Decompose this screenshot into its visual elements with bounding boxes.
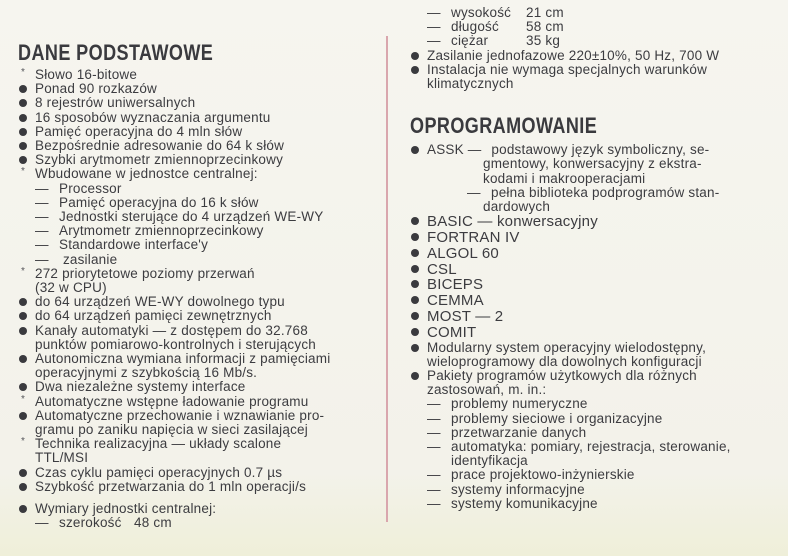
- bullet-icon: [411, 233, 419, 241]
- list-item: [18, 324, 384, 338]
- languages-list: [410, 214, 780, 340]
- bullet-icon: [19, 142, 27, 150]
- bullet-icon: [19, 298, 27, 306]
- dash-icon: —: [427, 33, 441, 49]
- dimension-label: ciężar: [451, 33, 489, 49]
- bullet-icon: [19, 99, 27, 107]
- list-item: [18, 352, 384, 366]
- dimension-value: 48 cm: [134, 515, 172, 531]
- list-subitem: [18, 238, 384, 252]
- list-subitem: [410, 6, 780, 20]
- language-name: CEMMA: [427, 292, 484, 310]
- dash-icon: —: [35, 515, 49, 531]
- bullet-icon: [411, 66, 419, 74]
- list-subitem: [410, 483, 780, 497]
- bullet-icon: [19, 355, 27, 363]
- assk-line: podstawowy język symboliczny, se-: [491, 142, 710, 158]
- list-item-continuation: [18, 451, 384, 465]
- item-text: Technika realizacyjna — układy scalone: [35, 436, 282, 452]
- dash-icon: —: [427, 424, 441, 440]
- bullet-icon: [19, 412, 27, 420]
- list-item: [410, 325, 780, 341]
- list-item-continuation: [18, 338, 384, 352]
- dash-icon: —: [35, 251, 49, 267]
- language-name: FORTRAN IV: [427, 229, 520, 247]
- item-text: systemy komunikacyjne: [451, 495, 598, 511]
- dash-icon: —: [35, 209, 49, 225]
- bullet-icon: [411, 280, 419, 288]
- language-name: ALGOL 60: [427, 244, 499, 262]
- right-column: [410, 6, 780, 511]
- item-text: Dwa niezależne systemy interface: [35, 379, 246, 395]
- list-item: [18, 153, 384, 167]
- list-subitem: [18, 253, 384, 267]
- list-subitem: [410, 497, 780, 511]
- item-text: Pamięć operacyjna do 4 mln słów: [35, 123, 243, 139]
- item-text: zastosowań, m. in.:: [427, 382, 547, 398]
- bullet-icon: [411, 52, 419, 60]
- bullet-icon: [19, 469, 27, 477]
- item-text: Szybki arytmometr zmiennoprzecinkowy: [35, 152, 284, 168]
- dash-icon: —: [427, 439, 441, 455]
- item-text: Autonomiczna wymiana informacji z pamięciami: [35, 351, 331, 367]
- list-item: [410, 293, 780, 309]
- bullet-icon: [411, 296, 419, 304]
- section-heading-oprogramowanie: OPROGRAMOWANIE: [410, 113, 598, 139]
- left-column: [18, 40, 384, 531]
- item-text: Pamięć operacyjna do 16 k słów: [59, 194, 259, 210]
- list-item-continuation: gmentowy, konwersacyjny z ekstra-: [483, 156, 702, 172]
- section-heading-dane-podstawowe: DANE PODSTAWOWE: [18, 40, 214, 65]
- list-item: [18, 111, 384, 125]
- list-item: [18, 167, 384, 181]
- list-item-continuation: [410, 454, 780, 468]
- item-text: 272 priorytetowe poziomy przerwań: [35, 265, 255, 281]
- item-text: Zasilanie jednofazowe 220±10%, 50 Hz, 700 W: [427, 47, 720, 63]
- list-subitem: [410, 468, 780, 482]
- list-item: [18, 139, 384, 153]
- item-text: Processor: [59, 180, 122, 196]
- list-item: [18, 267, 384, 281]
- item-text: gramu po zaniku napięcia w sieci zasilającej: [35, 422, 308, 438]
- bullet-icon: [19, 114, 27, 122]
- dash-icon: —: [427, 467, 441, 483]
- item-text: automatyka: pomiary, rejestracja, sterowanie,: [451, 439, 731, 455]
- bullet-icon: [19, 85, 27, 93]
- list-item: [410, 262, 780, 278]
- language-name: COMIT: [427, 323, 477, 341]
- dash-icon: —: [427, 495, 441, 511]
- list-subitem: [410, 412, 780, 426]
- dimensions-list: [410, 6, 780, 49]
- dimension-value: 35 kg: [526, 33, 561, 49]
- language-name: BICEPS: [427, 276, 484, 294]
- item-text: operacyjnymi z szybkością 16 Mb/s.: [35, 365, 258, 381]
- item-text: Szybkość przetwarzania do 1 mln operacji/s: [35, 478, 307, 494]
- bullet-icon: [19, 383, 27, 391]
- dash-icon: —: [427, 19, 441, 35]
- list-subitem: [18, 516, 384, 530]
- list-item-continuation: [410, 77, 780, 91]
- item-text: Ponad 90 rozkazów: [35, 81, 157, 97]
- list-item: [410, 143, 780, 157]
- dash-icon: —: [427, 410, 441, 426]
- list-subitem: [410, 34, 780, 48]
- item-text: 8 rejestrów uniwersalnych: [35, 95, 196, 111]
- asterisk-icon: *: [21, 67, 26, 78]
- item-text: Automatyczne przechowanie i wznawianie pro-: [35, 407, 325, 423]
- bullet-icon: [19, 128, 27, 136]
- item-text: do 64 urządzeń WE-WY dowolnego typu: [35, 294, 285, 310]
- list-item-continuation: [410, 355, 780, 369]
- dimension-value: 21 cm: [526, 5, 564, 20]
- list-item: [18, 82, 384, 96]
- list-item: [18, 380, 384, 394]
- list-item-continuation: [410, 383, 780, 397]
- bullet-icon: [19, 327, 27, 335]
- dimension-value: 58 cm: [526, 19, 564, 35]
- list-item: [18, 68, 384, 82]
- list-item: [18, 96, 384, 110]
- list-item: [410, 246, 780, 262]
- bullet-icon: [411, 217, 419, 225]
- item-text: problemy sieciowe i organizacyjne: [451, 410, 663, 426]
- bullet-icon: [411, 344, 419, 352]
- item-text: (32 w CPU): [35, 280, 107, 296]
- item-text: wieloprogramowy dla dowolnych konfiguracji: [427, 353, 702, 369]
- item-text: Automatyczne wstępne ładowanie programu: [35, 393, 309, 409]
- list-subitem: [18, 210, 384, 224]
- item-text: Instalacja nie wymaga specjalnych warunków: [427, 61, 708, 77]
- item-text: klimatycznych: [427, 76, 514, 92]
- basic-data-list: [18, 68, 384, 531]
- dash-icon: —: [35, 180, 49, 196]
- list-item: [18, 502, 384, 516]
- bullet-icon: [411, 328, 419, 336]
- asterisk-icon: *: [21, 166, 26, 178]
- item-text: Kanały automatyki — z dostępem do 32.768: [35, 322, 308, 338]
- dash-icon: —: [35, 237, 49, 253]
- list-item: [18, 480, 384, 494]
- asterisk-icon: *: [21, 393, 26, 405]
- item-text: Wbudowane w jednostce centralnej:: [35, 166, 258, 182]
- subitem-text: pełna biblioteka podprogramów stan-: [491, 184, 720, 200]
- list-subitem: [410, 440, 780, 454]
- dash-icon: —: [427, 5, 441, 20]
- language-name: MOST — 2: [427, 308, 504, 326]
- item-text: Bezpośrednie adresowanie do 64 k słów: [35, 138, 285, 154]
- list-subitem: [410, 426, 780, 440]
- item-text: Jednostki sterujące do 4 urządzeń WE-WY: [59, 209, 324, 225]
- list-item: [410, 369, 780, 383]
- item-text: punktów pomiarowo-kontrolnych i sterujących: [35, 336, 316, 352]
- item-text: Wymiary jednostki centralnej:: [35, 501, 217, 517]
- dash-icon: —: [35, 223, 49, 239]
- list-item-continuation: [18, 281, 384, 295]
- list-item: [410, 309, 780, 325]
- item-text: Standardowe interface'y: [59, 237, 209, 253]
- bullet-icon: [19, 505, 27, 513]
- item-text: Arytmometr zmiennoprzecinkowy: [59, 223, 264, 239]
- dash-icon: —: [467, 184, 481, 200]
- list-subitem: [410, 397, 780, 411]
- language-name: BASIC — konwersacyjny: [427, 213, 598, 231]
- list-item: [410, 277, 780, 293]
- list-item: [410, 341, 780, 355]
- list-item-continuation: dardowych: [483, 199, 551, 215]
- list-item: [18, 125, 384, 139]
- software-list: [410, 341, 780, 511]
- dimension-label: długość: [451, 19, 499, 35]
- column-divider: [386, 36, 388, 522]
- item-text: Modularny system operacyjny wielodostępny,: [427, 339, 707, 355]
- dash-icon: —: [35, 194, 49, 210]
- item-text: do 64 urządzeń pamięci zewnętrznych: [35, 308, 272, 324]
- bullet-icon: [19, 483, 27, 491]
- dash-icon: —: [427, 396, 441, 412]
- item-text: identyfikacja: [451, 453, 528, 469]
- bullet-icon: [411, 312, 419, 320]
- asterisk-icon: *: [21, 436, 26, 448]
- list-item: [410, 214, 780, 230]
- bullet-icon: [411, 249, 419, 257]
- list-item: [410, 49, 780, 63]
- item-text: TTL/MSI: [35, 450, 89, 466]
- list-item: [18, 466, 384, 480]
- dash-icon: —: [427, 481, 441, 497]
- item-text: systemy informacyjne: [451, 481, 585, 497]
- list-item: [18, 409, 384, 423]
- asterisk-icon: *: [21, 265, 26, 277]
- item-text: prace projektowo-inżynierskie: [451, 467, 635, 483]
- assk-item: [410, 143, 780, 214]
- list-subitem: [18, 196, 384, 210]
- list-item: [410, 63, 780, 77]
- list-subitem: [18, 224, 384, 238]
- dimension-label: wysokość: [451, 5, 512, 20]
- power-install-list: [410, 49, 780, 92]
- item-text: Pakiety programów użytkowych dla różnych: [427, 368, 697, 384]
- item-text: Czas cyklu pamięci operacyjnych 0.7 µs: [35, 464, 283, 480]
- bullet-icon: [19, 312, 27, 320]
- list-item: [18, 295, 384, 309]
- item-text: zasilanie: [59, 251, 118, 267]
- item-text: problemy numeryczne: [451, 396, 588, 412]
- dimension-label: szerokość: [59, 515, 122, 531]
- list-item: [18, 309, 384, 323]
- list-subitem: [410, 20, 780, 34]
- list-item: [18, 437, 384, 451]
- item-text: przetwarzanie danych: [451, 424, 587, 440]
- item-text: 16 sposobów wyznaczania argumentu: [35, 109, 271, 125]
- list-item: [18, 395, 384, 409]
- bullet-icon: [411, 372, 419, 380]
- list-item-continuation: [18, 423, 384, 437]
- bullet-icon: [19, 156, 27, 164]
- bullet-icon: [411, 146, 419, 154]
- list-item-continuation: kodami i makrooperacjami: [483, 170, 646, 186]
- bullet-icon: [411, 265, 419, 273]
- item-text: Słowo 16-bitowe: [35, 67, 138, 82]
- list-item: [410, 230, 780, 246]
- language-name: CSL: [427, 260, 457, 278]
- assk-label: ASSK —: [427, 142, 482, 158]
- list-subitem: [410, 186, 780, 200]
- list-item-continuation: [18, 366, 384, 380]
- list-subitem: [18, 182, 384, 196]
